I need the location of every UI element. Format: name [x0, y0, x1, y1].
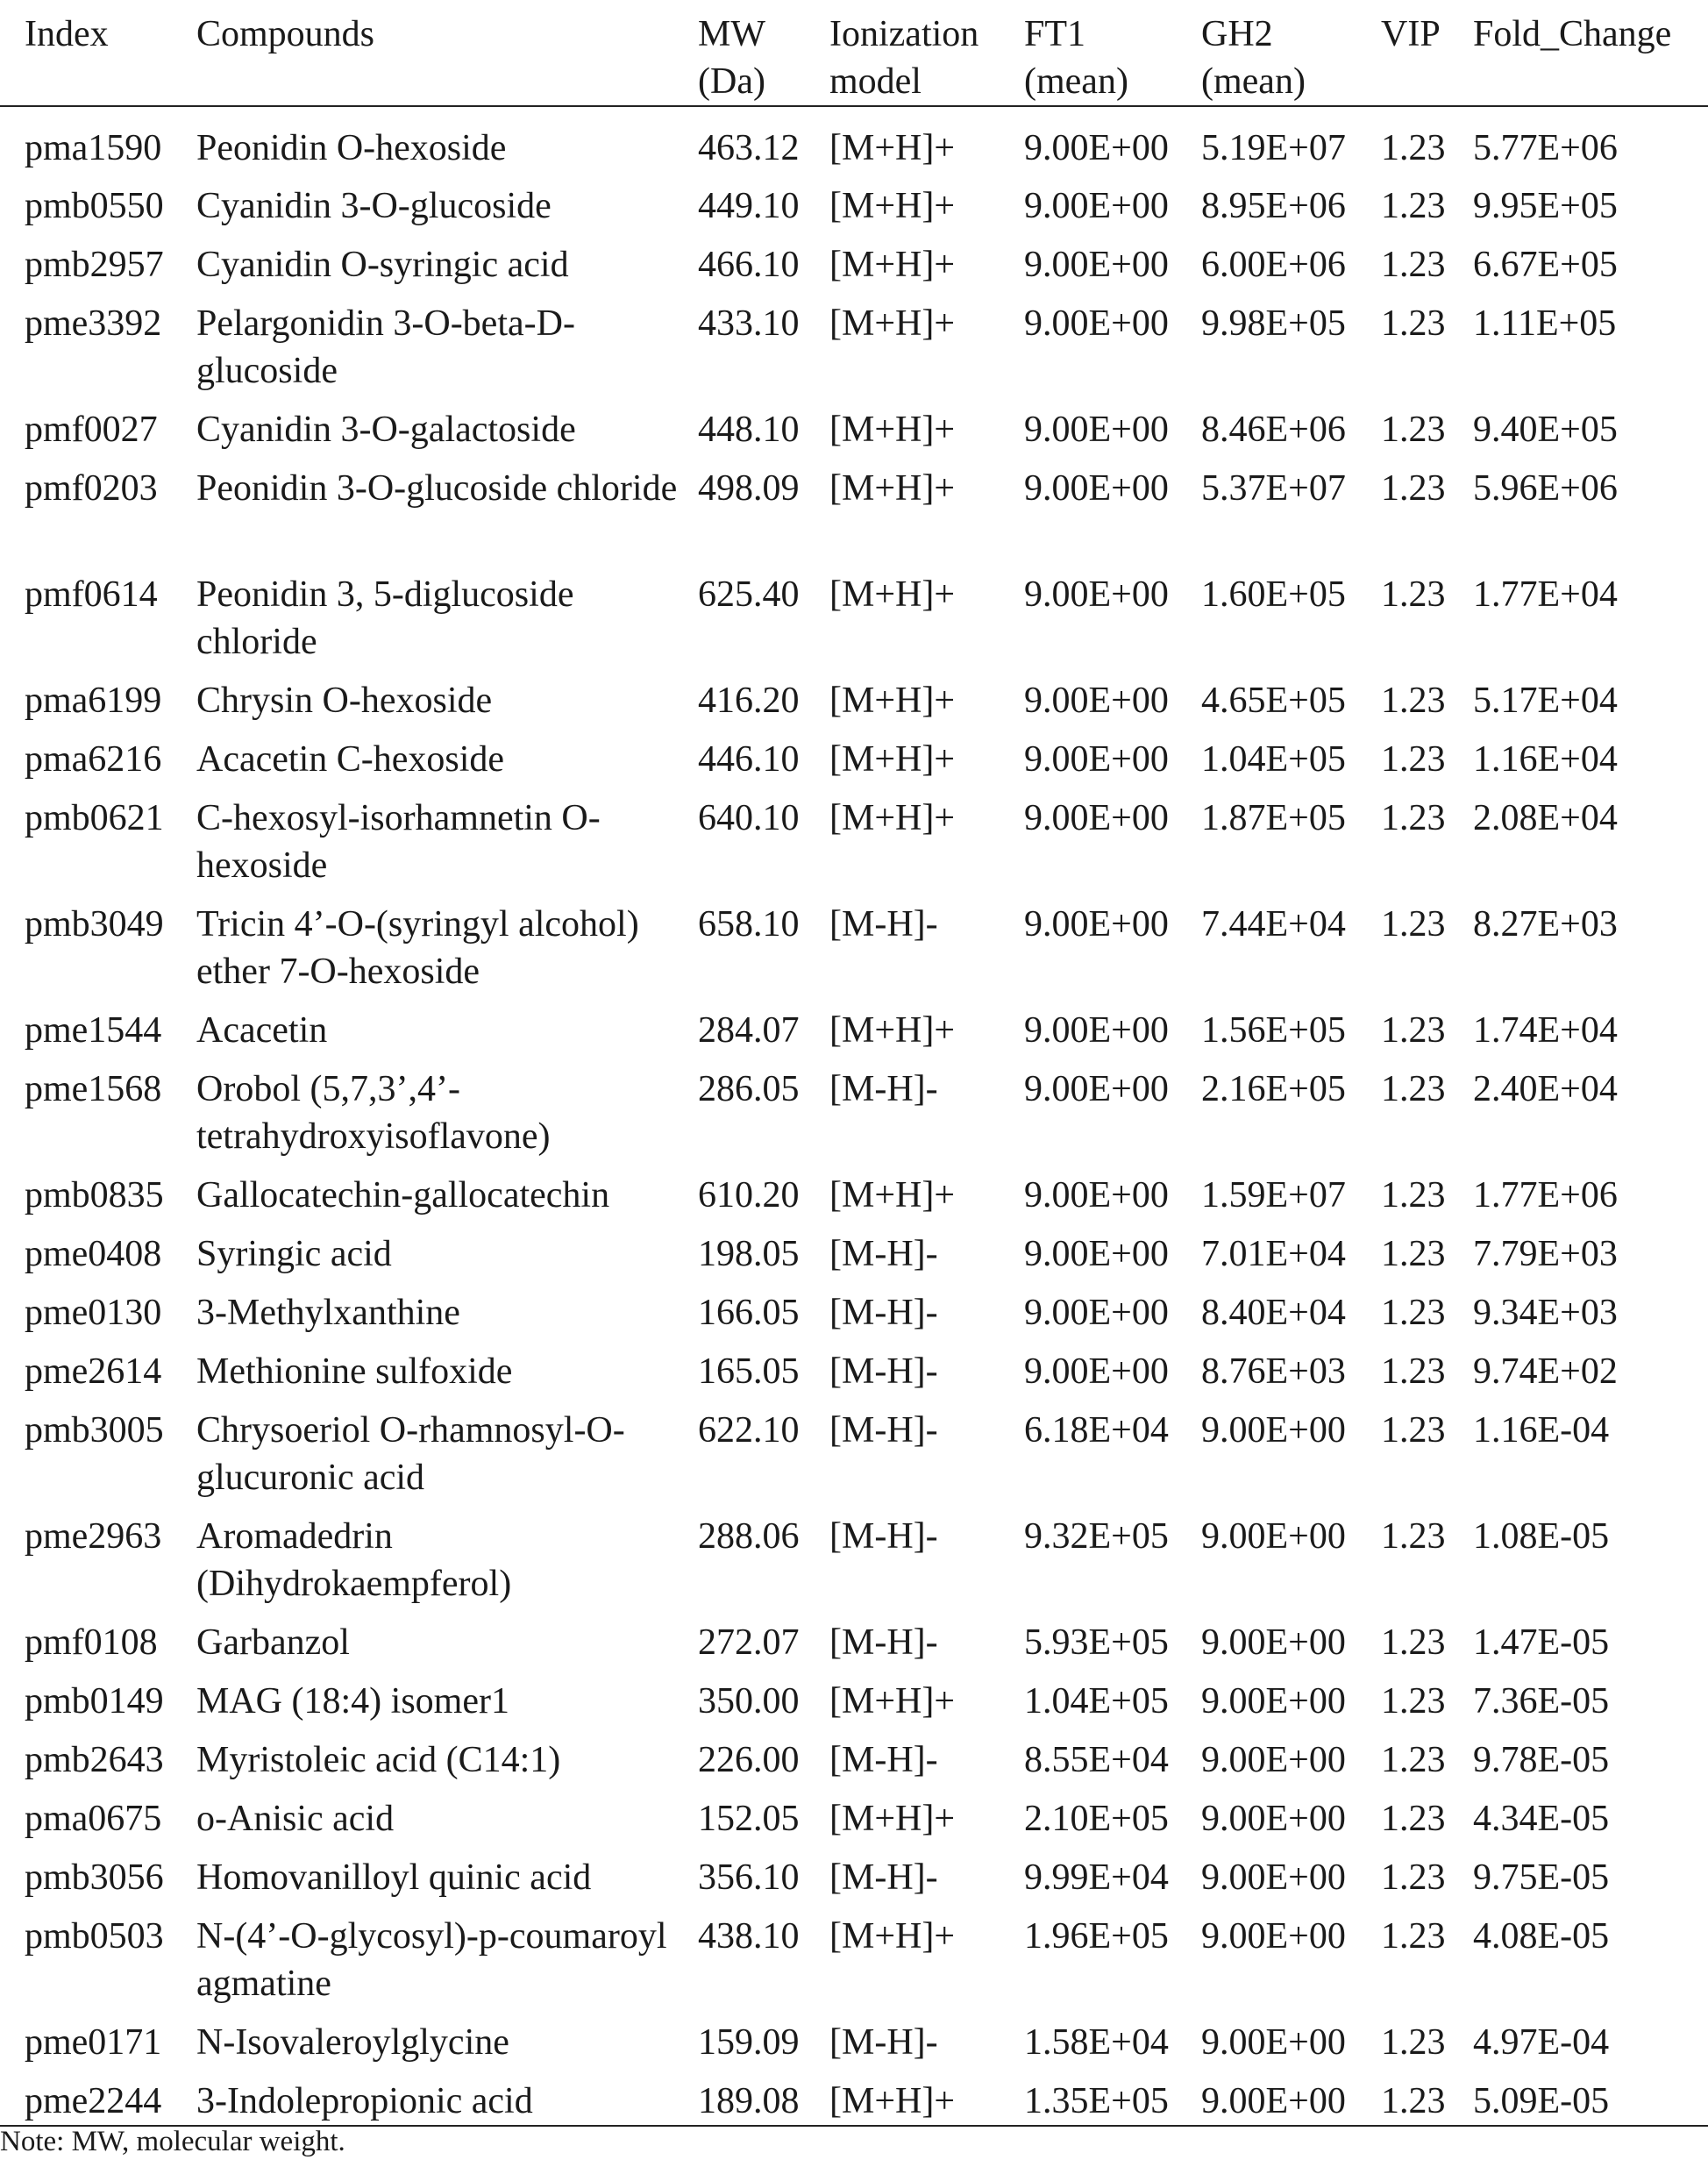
- table-row: [0, 106, 1708, 172]
- cell-ion: [M+H]+: [829, 468, 956, 509]
- cell-fold: 1.08E-05: [1473, 1516, 1610, 1557]
- cell-ion: [M+H]+: [829, 303, 956, 344]
- cell-index: pmb2643: [25, 1740, 164, 1780]
- cell-compound: Peonidin O-hexoside: [196, 128, 507, 168]
- cell-compound: MAG (18:4) isomer1: [196, 1681, 509, 1722]
- cell-index: pme2244: [0, 2067, 196, 2126]
- cell-index: pme2614: [25, 1351, 162, 1392]
- cell-compound: 3-Methylxanthine: [196, 1293, 460, 1333]
- cell-index: pmb3049: [25, 904, 164, 945]
- header-compounds: Compounds: [196, 0, 698, 106]
- cell-index: pme1568: [25, 1069, 162, 1109]
- cell-gh2: 9.00E+00: [1201, 1799, 1346, 1839]
- cell-compound: Peonidin 3-O-glucoside chloride: [196, 468, 678, 509]
- cell-ion: [M+H]+: [829, 1681, 956, 1722]
- cell-gh2: 9.00E+00: [1201, 1622, 1346, 1663]
- cell-mw: 625.40: [698, 574, 800, 615]
- table-row: [0, 1608, 1708, 1667]
- table-row: [0, 725, 1708, 784]
- cell-fold: 4.34E-05: [1473, 1799, 1610, 1839]
- table-row: [0, 1667, 1708, 1726]
- cell-ion: [M-H]-: [829, 1069, 938, 1109]
- cell-gh2: 1.04E+05: [1201, 739, 1346, 780]
- cell-compound: Orobol (5,7,3’,4’-tetrahydroxyisoflavone): [196, 1069, 551, 1157]
- cell-gh2: 9.00E+00: [1201, 2022, 1346, 2063]
- cell-ft1: 9.00E+00: [1024, 1351, 1169, 1392]
- cell-compound: Peonidin 3, 5-diglucoside chloride: [196, 574, 574, 662]
- cell-mw: 226.00: [698, 1740, 800, 1780]
- cell-mw: 165.05: [698, 1351, 800, 1392]
- cell-gh2: 7.01E+04: [1201, 1234, 1346, 1274]
- cell-gh2: 8.46E+06: [1201, 410, 1346, 450]
- cell-mw: 350.00: [698, 1681, 800, 1722]
- cell-fold: 7.79E+03: [1473, 1234, 1618, 1274]
- table-row: [0, 890, 1708, 996]
- table-row: [0, 560, 1708, 667]
- cell-vip: 1.23: [1381, 1351, 1446, 1392]
- cell-gh2: 9.98E+05: [1201, 303, 1346, 344]
- table-row: [0, 172, 1708, 231]
- cell-index: pmf0027: [25, 410, 158, 450]
- cell-ion: [M-H]-: [829, 1351, 938, 1392]
- cell-index: pmb0621: [25, 798, 164, 838]
- cell-gh2: 9.00E+00: [1201, 2067, 1381, 2126]
- cell-ion: [M-H]-: [829, 2022, 938, 2063]
- cell-vip: 1.23: [1381, 739, 1446, 780]
- cell-ft1: 8.55E+04: [1024, 1740, 1169, 1780]
- cell-index: pme0408: [25, 1234, 162, 1274]
- cell-gh2: 2.16E+05: [1201, 1069, 1346, 1109]
- cell-mw: 356.10: [698, 1857, 800, 1898]
- cell-ft1: 9.00E+00: [1024, 1010, 1169, 1051]
- cell-gh2: 7.44E+04: [1201, 904, 1346, 945]
- cell-compound: Cyanidin O-syringic acid: [196, 245, 569, 285]
- cell-fold: 9.40E+05: [1473, 410, 1618, 450]
- cell-ion: [M+H]+: [829, 1010, 956, 1051]
- table-row: [0, 1502, 1708, 1608]
- cell-vip: 1.23: [1381, 2022, 1446, 2063]
- cell-index: pmb3005: [25, 1410, 164, 1451]
- header-ion-line1: Ionization: [829, 14, 979, 54]
- cell-index: pma0675: [25, 1799, 162, 1839]
- cell-fold: 1.16E-04: [1473, 1410, 1610, 1451]
- header-ft1-line2: (mean): [1024, 61, 1128, 102]
- cell-gh2: 9.00E+00: [1201, 1857, 1346, 1898]
- cell-fold: 8.27E+03: [1473, 904, 1618, 945]
- cell-vip: 1.23: [1381, 1740, 1446, 1780]
- cell-index: pmb2957: [25, 245, 164, 285]
- cell-compound: Acacetin: [196, 1010, 328, 1051]
- table-header-row: [0, 0, 1708, 106]
- table-body: [0, 106, 1708, 2126]
- cell-vip: 1.23: [1381, 1916, 1446, 1957]
- cell-compound: Gallocatechin-gallocatechin: [196, 1175, 610, 1215]
- cell-mw: 416.20: [698, 681, 800, 721]
- cell-vip: 1.23: [1381, 1175, 1446, 1215]
- cell-compound: o-Anisic acid: [196, 1799, 395, 1839]
- cell-mw: 622.10: [698, 1410, 800, 1451]
- cell-ft1: 9.00E+00: [1024, 904, 1169, 945]
- header-mw-line1: MW: [698, 14, 765, 54]
- cell-compound: Homovanilloyl quinic acid: [196, 1857, 592, 1898]
- cell-fold: 5.77E+06: [1473, 128, 1618, 168]
- cell-fold: 6.67E+05: [1473, 245, 1618, 285]
- cell-index: pmf0614: [25, 574, 158, 615]
- cell-fold: 4.97E-04: [1473, 2022, 1610, 2063]
- cell-ft1: 2.10E+05: [1024, 1799, 1169, 1839]
- cell-fold: 5.17E+04: [1473, 681, 1618, 721]
- cell-ion: [M+H]+: [829, 245, 956, 285]
- cell-compound: Methionine sulfoxide: [196, 1351, 513, 1392]
- cell-fold: 1.16E+04: [1473, 739, 1618, 780]
- table-row: [0, 1396, 1708, 1502]
- cell-fold: 1.47E-05: [1473, 1622, 1610, 1663]
- table-row: [0, 2008, 1708, 2067]
- cell-fold: 5.09E-05: [1473, 2067, 1708, 2126]
- cell-ft1: 6.18E+04: [1024, 1410, 1169, 1451]
- cell-ion: [M+H]+: [829, 739, 956, 780]
- cell-mw: 272.07: [698, 1622, 800, 1663]
- cell-ft1: 9.00E+00: [1024, 303, 1169, 344]
- cell-vip: 1.23: [1381, 410, 1446, 450]
- cell-compound: Myristoleic acid (C14:1): [196, 1740, 561, 1780]
- cell-fold: 9.34E+03: [1473, 1293, 1618, 1333]
- header-mw-line2: (Da): [698, 61, 765, 102]
- table-row: [0, 396, 1708, 454]
- cell-compound: Tricin 4’-O-(syringyl alcohol) ether 7-O-hexoside: [196, 904, 639, 992]
- cell-index: pma1590: [25, 128, 162, 168]
- cell-ft1: 9.00E+00: [1024, 1175, 1169, 1215]
- cell-fold: 9.74E+02: [1473, 1351, 1618, 1392]
- cell-ft1: 9.00E+00: [1024, 1069, 1169, 1109]
- cell-vip: 1.23: [1381, 904, 1446, 945]
- cell-vip: 1.23: [1381, 1069, 1446, 1109]
- header-index: Index: [0, 0, 196, 106]
- cell-mw: 446.10: [698, 739, 800, 780]
- cell-ft1: 9.00E+00: [1024, 574, 1169, 615]
- cell-compound: Chrysoeriol O-rhamnosyl-O-glucuronic acid: [196, 1410, 625, 1498]
- cell-gh2: 9.00E+00: [1201, 1740, 1346, 1780]
- cell-gh2: 8.76E+03: [1201, 1351, 1346, 1392]
- cell-index: pme1544: [25, 1010, 162, 1051]
- cell-gh2: 1.56E+05: [1201, 1010, 1346, 1051]
- cell-gh2: 8.95E+06: [1201, 186, 1346, 226]
- table-row: [0, 1337, 1708, 1396]
- table-row: [0, 1220, 1708, 1279]
- cell-fold: 2.40E+04: [1473, 1069, 1618, 1109]
- cell-ft1: 9.00E+00: [1024, 186, 1169, 226]
- cell-vip: 1.23: [1381, 468, 1446, 509]
- cell-vip: 1.23: [1381, 798, 1446, 838]
- cell-vip: 1.23: [1381, 2067, 1473, 2126]
- cell-ft1: 1.04E+05: [1024, 1681, 1169, 1722]
- cell-mw: 449.10: [698, 186, 800, 226]
- cell-mw: 284.07: [698, 1010, 800, 1051]
- cell-index: pme3392: [25, 303, 162, 344]
- cell-gh2: 5.37E+07: [1201, 468, 1346, 509]
- header-ft1: [1024, 0, 1201, 106]
- cell-ion: [M-H]-: [829, 1293, 938, 1333]
- cell-fold: 4.08E-05: [1473, 1916, 1610, 1957]
- cell-compound: Acacetin C-hexoside: [196, 739, 505, 780]
- cell-index: pmf0108: [25, 1622, 158, 1663]
- cell-vip: 1.23: [1381, 1010, 1446, 1051]
- cell-ion: [M-H]-: [829, 904, 938, 945]
- cell-compound: N-(4’-O-glycosyl)-p-coumaroyl agmatine: [196, 1916, 667, 2004]
- cell-fold: 2.08E+04: [1473, 798, 1618, 838]
- cell-fold: 1.77E+06: [1473, 1175, 1618, 1215]
- cell-gh2: 1.60E+05: [1201, 574, 1346, 615]
- cell-compound: Cyanidin 3-O-glucoside: [196, 186, 552, 226]
- header-fold-change: Fold_Change: [1473, 0, 1708, 106]
- cell-gh2: 1.87E+05: [1201, 798, 1346, 838]
- table-row: [0, 1055, 1708, 1161]
- cell-ion: [M-H]-: [829, 1622, 938, 1663]
- cell-ion: [M+H]+: [829, 186, 956, 226]
- cell-ion: [M+H]+: [829, 128, 956, 168]
- header-ionization: [829, 0, 1024, 106]
- table-row: [0, 1161, 1708, 1220]
- header-mw: [698, 0, 829, 106]
- cell-gh2: 9.00E+00: [1201, 1916, 1346, 1957]
- cell-gh2: 6.00E+06: [1201, 245, 1346, 285]
- cell-gh2: 4.65E+05: [1201, 681, 1346, 721]
- cell-fold: 1.77E+04: [1473, 574, 1618, 615]
- header-ion-line2: model: [829, 61, 922, 102]
- table-row: [0, 1843, 1708, 1902]
- cell-ion: [M-H]-: [829, 1857, 938, 1898]
- cell-index: pma6199: [25, 681, 162, 721]
- cell-fold: 1.74E+04: [1473, 1010, 1618, 1051]
- cell-mw: 288.06: [698, 1516, 800, 1557]
- table-note: Note: MW, molecular weight.: [0, 2126, 345, 2157]
- cell-ft1: 9.32E+05: [1024, 1516, 1169, 1557]
- table-row: [0, 1279, 1708, 1337]
- cell-index: pma6216: [25, 739, 162, 780]
- cell-mw: 610.20: [698, 1175, 800, 1215]
- cell-mw: 466.10: [698, 245, 800, 285]
- cell-mw: 152.05: [698, 1799, 800, 1839]
- cell-mw: 198.05: [698, 1234, 800, 1274]
- cell-ft1: 1.35E+05: [1024, 2067, 1201, 2126]
- cell-vip: 1.23: [1381, 1234, 1446, 1274]
- cell-vip: 1.23: [1381, 245, 1446, 285]
- cell-ft1: 9.00E+00: [1024, 245, 1169, 285]
- cell-index: pmb0149: [25, 1681, 164, 1722]
- cell-mw: 658.10: [698, 904, 800, 945]
- cell-ft1: 9.00E+00: [1024, 468, 1169, 509]
- table-row: [0, 1726, 1708, 1785]
- cell-fold: 9.75E-05: [1473, 1857, 1610, 1898]
- cell-fold: 9.78E-05: [1473, 1740, 1610, 1780]
- cell-gh2: 5.19E+07: [1201, 128, 1346, 168]
- cell-mw: 159.09: [698, 2022, 800, 2063]
- header-vip: VIP: [1381, 0, 1473, 106]
- cell-ion: [M-H]-: [829, 1410, 938, 1451]
- cell-vip: 1.23: [1381, 128, 1446, 168]
- cell-ion: [M+H]+: [829, 1175, 956, 1215]
- cell-ion: [M+H]+: [829, 574, 956, 615]
- cell-gh2: 8.40E+04: [1201, 1293, 1346, 1333]
- cell-ft1: 9.00E+00: [1024, 681, 1169, 721]
- cell-ft1: 9.00E+00: [1024, 798, 1169, 838]
- table-row: [0, 289, 1708, 396]
- cell-ft1: 9.00E+00: [1024, 739, 1169, 780]
- table-row: [0, 231, 1708, 289]
- cell-vip: 1.23: [1381, 1857, 1446, 1898]
- header-ft1-line1: FT1: [1024, 14, 1086, 54]
- cell-index: pmf0203: [25, 468, 158, 509]
- cell-vip: 1.23: [1381, 303, 1446, 344]
- cell-compound: 3-Indolepropionic acid: [196, 2067, 698, 2126]
- cell-mw: 189.08: [698, 2067, 829, 2126]
- cell-mw: 433.10: [698, 303, 800, 344]
- cell-ion: [M+H]+: [829, 681, 956, 721]
- cell-vip: 1.23: [1381, 1681, 1446, 1722]
- cell-ion: [M+H]+: [829, 1916, 956, 1957]
- cell-ft1: 9.00E+00: [1024, 1293, 1169, 1333]
- cell-vip: 1.23: [1381, 1293, 1446, 1333]
- cell-compound: Cyanidin 3-O-galactoside: [196, 410, 576, 450]
- table-row: [0, 1902, 1708, 2008]
- cell-mw: 286.05: [698, 1069, 800, 1109]
- cell-ft1: 1.58E+04: [1024, 2022, 1169, 2063]
- table-row: [0, 996, 1708, 1055]
- cell-index: pmb0503: [25, 1916, 164, 1957]
- cell-vip: 1.23: [1381, 1516, 1446, 1557]
- cell-ft1: 9.99E+04: [1024, 1857, 1169, 1898]
- cell-ft1: 9.00E+00: [1024, 1234, 1169, 1274]
- cell-compound: Garbanzol: [196, 1622, 350, 1663]
- cell-mw: 166.05: [698, 1293, 800, 1333]
- cell-index: pme2963: [25, 1516, 162, 1557]
- cell-mw: 463.12: [698, 128, 800, 168]
- table-row: [0, 454, 1708, 560]
- cell-index: pme0171: [25, 2022, 162, 2063]
- header-gh2-line1: GH2: [1201, 14, 1273, 54]
- cell-mw: 640.10: [698, 798, 800, 838]
- cell-compound: Syringic acid: [196, 1234, 392, 1274]
- cell-fold: 5.96E+06: [1473, 468, 1618, 509]
- cell-ft1: 9.00E+00: [1024, 410, 1169, 450]
- cell-ion: [M+H]+: [829, 798, 956, 838]
- cell-ft1: 1.96E+05: [1024, 1916, 1169, 1957]
- cell-gh2: 9.00E+00: [1201, 1516, 1346, 1557]
- cell-vip: 1.23: [1381, 1799, 1446, 1839]
- cell-ion: [M-H]-: [829, 1234, 938, 1274]
- cell-index: pmb3056: [25, 1857, 164, 1898]
- cell-compound: Pelargonidin 3-O-beta-D-glucoside: [196, 303, 575, 391]
- cell-compound: Chrysin O-hexoside: [196, 681, 493, 721]
- cell-fold: 7.36E-05: [1473, 1681, 1610, 1722]
- cell-ion: [M+H]+: [829, 1799, 956, 1839]
- cell-compound: Aromadedrin (Dihydrokaempferol): [196, 1516, 512, 1604]
- table-row: [0, 667, 1708, 725]
- cell-mw: 438.10: [698, 1916, 800, 1957]
- cell-fold: 1.11E+05: [1473, 303, 1617, 344]
- cell-ft1: 9.00E+00: [1024, 128, 1169, 168]
- cell-compound: C-hexosyl-isorhamnetin O-hexoside: [196, 798, 601, 886]
- table-row: [0, 2067, 1708, 2126]
- cell-ion: [M-H]-: [829, 1516, 938, 1557]
- cell-ft1: 5.93E+05: [1024, 1622, 1169, 1663]
- cell-index: pme0130: [25, 1293, 162, 1333]
- table-row: [0, 1785, 1708, 1843]
- cell-vip: 1.23: [1381, 574, 1446, 615]
- cell-index: pmb0835: [25, 1175, 164, 1215]
- cell-vip: 1.23: [1381, 681, 1446, 721]
- cell-ion: [M+H]+: [829, 2067, 1024, 2126]
- cell-mw: 448.10: [698, 410, 800, 450]
- header-gh2-line2: (mean): [1201, 61, 1306, 102]
- cell-vip: 1.23: [1381, 186, 1446, 226]
- cell-mw: 498.09: [698, 468, 800, 509]
- cell-ion: [M+H]+: [829, 410, 956, 450]
- cell-gh2: 9.00E+00: [1201, 1681, 1346, 1722]
- cell-gh2: 9.00E+00: [1201, 1410, 1346, 1451]
- cell-index: pmb0550: [25, 186, 164, 226]
- cell-vip: 1.23: [1381, 1410, 1446, 1451]
- header-gh2: [1201, 0, 1381, 106]
- cell-compound: N-Isovaleroylglycine: [196, 2022, 509, 2063]
- cell-fold: 9.95E+05: [1473, 186, 1618, 226]
- cell-vip: 1.23: [1381, 1622, 1446, 1663]
- table-row: [0, 784, 1708, 890]
- cell-gh2: 1.59E+07: [1201, 1175, 1346, 1215]
- cell-ion: [M-H]-: [829, 1740, 938, 1780]
